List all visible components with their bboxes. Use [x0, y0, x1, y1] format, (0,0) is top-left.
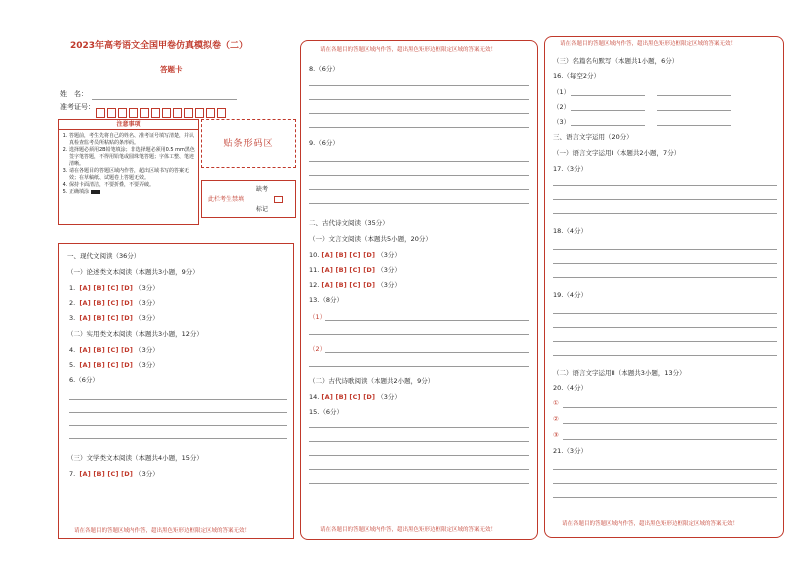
section-one-panel — [58, 243, 294, 539]
page-title: 2023年高考语文全国甲卷仿真模拟卷（二） — [70, 41, 249, 51]
answer-line[interactable] — [309, 203, 529, 204]
item-3-label: ③ — [553, 431, 559, 439]
question-10[interactable]: 10. [A] [B] [C] [D] （3分） — [309, 251, 401, 259]
digit-box[interactable] — [118, 108, 127, 118]
absent-note: 此栏考生禁填 — [208, 196, 245, 203]
answer-line[interactable] — [553, 469, 777, 470]
question-17: 17.（3分） — [553, 165, 587, 173]
question-3[interactable]: 3. [A] [B] [C] [D] （3分） — [69, 314, 159, 322]
answer-line[interactable] — [553, 213, 777, 214]
answer-line[interactable] — [309, 189, 529, 190]
section-heading: 三、语言文字运用（20分） — [553, 133, 633, 141]
notes-box — [58, 119, 199, 225]
question-19: 19.（4分） — [553, 291, 587, 299]
blank-3-label: （3） — [553, 118, 571, 126]
question-21: 21.（3分） — [553, 447, 587, 455]
answer-line[interactable] — [309, 175, 529, 176]
digit-box[interactable] — [162, 108, 171, 118]
name-field[interactable] — [92, 99, 237, 100]
name-label: 姓 名： — [60, 90, 88, 98]
absent-label-2: 标记 — [256, 206, 269, 213]
barcode-area — [201, 119, 296, 168]
blank-2-label: （2） — [553, 103, 571, 111]
question-4[interactable]: 4. [A] [B] [C] [D] （3分） — [69, 346, 159, 354]
answer-line[interactable] — [309, 85, 529, 86]
exam-no-label: 准考证号： — [60, 103, 95, 111]
note-item: 4. 保持卡面清洁，不要折叠，不要弄破。 — [69, 182, 195, 189]
answer-line[interactable] — [69, 412, 287, 413]
digit-box[interactable] — [107, 108, 116, 118]
boundary-warning: 请在各题目的答题区域内作答，超出黑色矩形边框限定区域的答案无效！ — [320, 47, 497, 53]
right-panel — [544, 36, 784, 538]
section-heading: 一、现代文阅读（36分） — [67, 252, 141, 260]
answer-line[interactable] — [553, 355, 777, 356]
blank-line[interactable] — [571, 110, 645, 111]
page-subtitle: 答题卡 — [160, 65, 183, 74]
answer-line[interactable] — [325, 352, 529, 353]
subsection-heading: （三）名篇名句默写（本题共1小题，6分） — [553, 57, 679, 65]
note-item: 2. 选择题必须用2B铅笔填涂；非选择题必须用0.5 mm黑色签字笔答题，不得用铅笔或圆珠笔答题；字体工整、笔迹清晰。 — [69, 147, 195, 168]
question-8: 8.（6分） — [309, 65, 339, 73]
answer-line[interactable] — [553, 263, 777, 264]
digit-box[interactable] — [173, 108, 182, 118]
answer-line[interactable] — [325, 320, 529, 321]
boundary-warning: 请在各题目的答题区域内作答，超出黑色矩形边框限定区域的答案无效！ — [320, 527, 497, 533]
answer-line[interactable] — [309, 455, 529, 456]
answer-line[interactable] — [309, 483, 529, 484]
answer-line[interactable] — [563, 407, 777, 408]
digit-box[interactable] — [151, 108, 160, 118]
question-16: 16.（每空2分） — [553, 72, 600, 80]
subsection-heading: （二）古代诗歌阅读（本题共2小题，9分） — [309, 377, 435, 385]
question-18: 18.（4分） — [553, 227, 587, 235]
subsection-heading: （二）实用类文本阅读（本题共3小题，12分） — [67, 330, 203, 338]
digit-box[interactable] — [129, 108, 138, 118]
barcode-label: 贴条形码区 — [223, 139, 274, 149]
blank-1-label: （1） — [553, 88, 571, 96]
answer-line[interactable] — [309, 366, 529, 367]
digit-box[interactable] — [96, 108, 105, 118]
digit-box[interactable] — [206, 108, 215, 118]
answer-line[interactable] — [553, 341, 777, 342]
answer-line[interactable] — [553, 277, 777, 278]
blank-line[interactable] — [657, 125, 731, 126]
answer-line[interactable] — [553, 327, 777, 328]
note-item: 5. 正确填涂 — [69, 189, 195, 196]
answer-line[interactable] — [563, 439, 777, 440]
blank-line[interactable] — [657, 110, 731, 111]
answer-line[interactable] — [309, 127, 529, 128]
question-14[interactable]: 14. [A] [B] [C] [D] （3分） — [309, 393, 401, 401]
digit-box[interactable] — [140, 108, 149, 118]
subsection-heading: （一）文言文阅读（本题共5小题，20分） — [309, 235, 432, 243]
answer-line[interactable] — [309, 161, 529, 162]
note-item: 3. 请在各题目的答题区域内作答，超出区域书写的答案无效；在草稿纸、试题卷上答题无效。 — [69, 168, 195, 182]
subsection-heading: （一）语言文字运用Ⅰ（本题共2小题，7分） — [553, 149, 681, 157]
answer-line[interactable] — [563, 423, 777, 424]
answer-line[interactable] — [69, 399, 287, 400]
question-9: 9.（6分） — [309, 139, 339, 147]
blank-line[interactable] — [571, 95, 645, 96]
notes-title: 注意事项 — [59, 120, 198, 130]
subsection-heading: （一）论述类文本阅读（本题共3小题，9分） — [67, 268, 199, 276]
answer-line[interactable] — [553, 483, 777, 484]
question-15: 15.（6分） — [309, 408, 343, 416]
answer-line[interactable] — [69, 438, 287, 439]
answer-line[interactable] — [309, 427, 529, 428]
blank-line[interactable] — [657, 95, 731, 96]
answer-line[interactable] — [309, 469, 529, 470]
filled-sample-mark — [91, 190, 100, 194]
question-2[interactable]: 2. [A] [B] [C] [D] （3分） — [69, 299, 159, 307]
answer-line[interactable] — [553, 313, 777, 314]
digit-box[interactable] — [184, 108, 193, 118]
question-11[interactable]: 11. [A] [B] [C] [D] （3分） — [309, 266, 401, 274]
part-2-label: （2） — [309, 345, 327, 353]
question-1[interactable]: 1. [A] [B] [C] [D] （3分） — [69, 284, 159, 292]
boundary-warning: 请在各题目的答题区域内作答，超出黑色矩形边框限定区域的答案无效！ — [560, 41, 737, 47]
item-1-label: ① — [553, 399, 559, 407]
answer-line[interactable] — [309, 441, 529, 442]
answer-line[interactable] — [309, 334, 529, 335]
blank-line[interactable] — [571, 125, 645, 126]
answer-line[interactable] — [309, 99, 529, 100]
question-13: 13.（8分） — [309, 296, 343, 304]
answer-line[interactable] — [553, 199, 777, 200]
answer-line[interactable] — [553, 497, 777, 498]
absent-mark-box[interactable] — [274, 196, 283, 203]
boundary-warning: 请在各题目的答题区域内作答，超出黑色矩形边框限定区域的答案无效！ — [562, 521, 739, 527]
digit-box[interactable] — [217, 108, 226, 118]
item-2-label: ② — [553, 415, 559, 423]
answer-line[interactable] — [69, 425, 287, 426]
note-item: 1. 答题前，考生先将自己的姓名、准考证号填写清楚，并认真检查监考员所粘贴的条形码。 — [69, 133, 195, 147]
answer-line[interactable] — [553, 249, 777, 250]
subsection-heading: （二）语言文字运用Ⅱ（本题共3小题，13分） — [553, 369, 686, 377]
part-1-label: （1） — [309, 313, 327, 321]
subsection-heading: （三）文学类文本阅读（本题共4小题，15分） — [67, 454, 203, 462]
boundary-warning: 请在各题目的答题区域内作答，超出黑色矩形边框限定区域的答案无效！ — [74, 528, 251, 534]
answer-line[interactable] — [309, 113, 529, 114]
digit-box[interactable] — [195, 108, 204, 118]
absent-box — [201, 180, 296, 218]
question-20: 20.（4分） — [553, 384, 587, 392]
absent-label: 缺考 — [256, 186, 269, 193]
question-7[interactable]: 7. [A] [B] [C] [D] （3分） — [69, 470, 159, 478]
question-6: 6.（6分） — [69, 376, 99, 384]
section-heading: 二、古代诗文阅读（35分） — [309, 219, 389, 227]
question-5[interactable]: 5. [A] [B] [C] [D] （3分） — [69, 361, 159, 369]
question-12[interactable]: 12. [A] [B] [C] [D] （3分） — [309, 281, 401, 289]
answer-line[interactable] — [553, 185, 777, 186]
middle-panel — [300, 40, 538, 540]
